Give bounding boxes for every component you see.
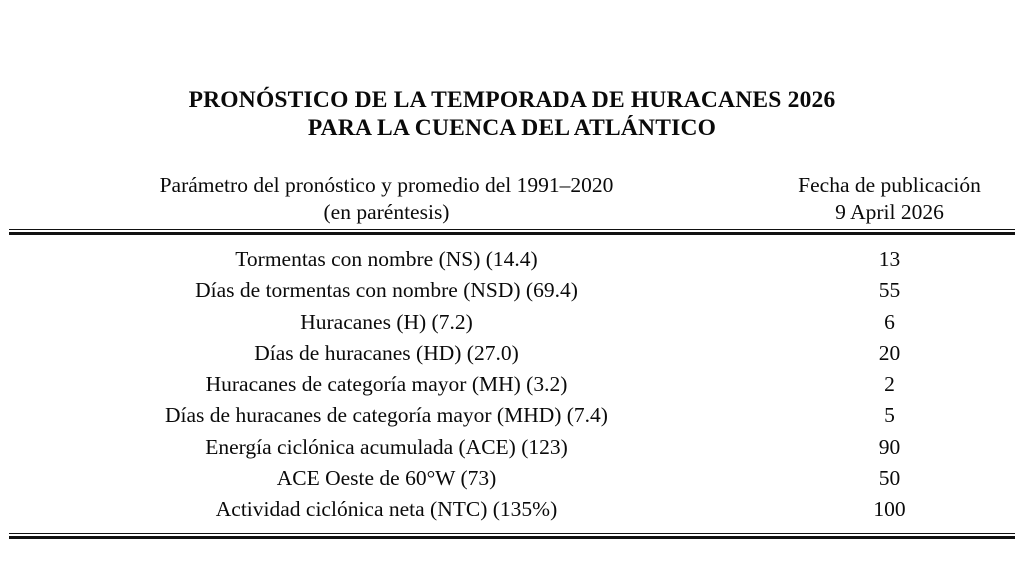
row-parameter: Días de huracanes (HD) (27.0) [254,340,519,365]
column-header-publication-date-line-1: Fecha de publicación [798,173,981,197]
table-row [9,400,1015,431]
row-value: 50 [878,466,901,491]
table-row [9,307,1015,338]
row-parameter: Energía ciclónica acumulada (ACE) (123) [205,434,568,459]
spacer-cell-right [764,526,1015,533]
table-body [9,235,1015,539]
table-row [9,244,1015,275]
body-bottom-spacer [9,526,1015,533]
table-row [9,494,1015,525]
row-value: 100 [873,497,906,522]
row-parameter: Días de tormentas con nombre (NSD) (69.4) [195,278,578,303]
forecast-table-container [9,172,1015,539]
spacer-cell-left [9,526,764,533]
column-header-parameter [9,172,764,229]
title-line-1: PRONÓSTICO DE LA TEMPORADA DE HURACANES 2026 [188,87,836,113]
row-parameter: Actividad ciclónica neta (NTC) (135%) [215,497,558,522]
table-row [9,369,1015,400]
row-value: 55 [878,278,901,303]
column-header-parameter-line-2: (en paréntesis) [323,199,450,224]
title-line-2: PARA LA CUENCA DEL ATLÁNTICO [307,115,717,141]
column-header-parameter-line-1: Parámetro del pronóstico y promedio del 1991–2020 [159,173,614,197]
row-parameter: Días de huracanes de categoría mayor (MHD) (7.4) [165,403,608,428]
row-parameter: ACE Oeste de 60°W (73) [276,466,497,491]
column-header-publication-date [764,172,1015,229]
footer-double-rule [9,533,1015,539]
table-row [9,275,1015,306]
row-value: 6 [884,309,895,334]
table-row [9,338,1015,369]
table-header [9,172,1015,235]
table-row [9,463,1015,494]
row-parameter: Tormentas con nombre (NS) (14.4) [235,247,538,271]
forecast-table [9,172,1015,539]
document-title [0,86,1024,142]
row-value: 5 [884,403,895,428]
row-value: 2 [884,372,895,397]
table-row [9,432,1015,463]
spacer-cell-right [764,235,1015,244]
row-value: 20 [878,340,901,365]
footer-rule-row [9,533,1015,539]
body-top-spacer [9,235,1015,244]
row-parameter: Huracanes (H) (7.2) [300,309,473,334]
row-value: 13 [878,247,901,271]
footer-rule-cell [9,533,1015,539]
table-header-row [9,172,1015,229]
row-parameter: Huracanes de categoría mayor (MH) (3.2) [205,372,568,397]
spacer-cell-left [9,235,764,244]
column-header-publication-date-line-2: 9 April 2026 [835,199,944,224]
row-value: 90 [878,434,901,459]
